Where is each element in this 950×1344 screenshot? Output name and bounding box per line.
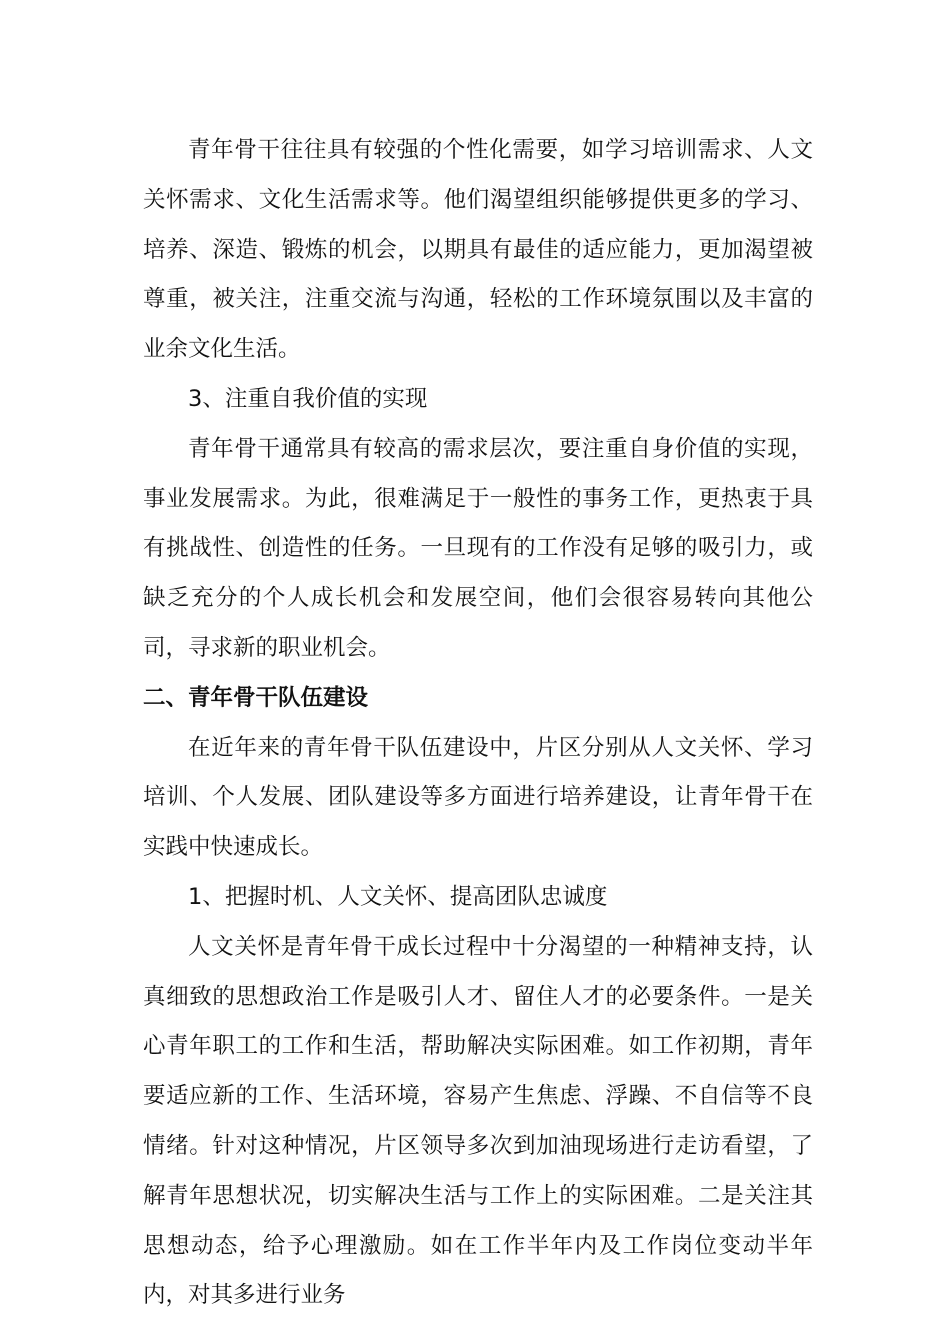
subheading-self-value: 3、注重自我价值的实现 bbox=[188, 385, 428, 412]
paragraph-demand-level: 青年骨干通常具有较高的需求层次，要注重自身价值的实现，事业发展需求。为此，很难满足于一般性的事务工作，更热衷于具有挑战性、创造性的任务。一旦现有的工作没有足够的吸引力，或缺乏充分的个人成长机会和发展空间，他们会很容易转向其他公司，寻求新的职业机会。 bbox=[143, 435, 813, 661]
section-heading-team-building: 二、青年骨干队伍建设 bbox=[143, 684, 369, 711]
paragraph-personalized-needs: 青年骨干往往具有较强的个性化需要，如学习培训需求、人文关怀需求、文化生活需求等。他们渴望组织能够提供更多的学习、培养、深造、锻炼的机会，以期具有最佳的适应能力，更加渴望被尊重，被关注，注重交流与沟通，轻松的工作环境氛围以及丰富的业余文化生活。 bbox=[143, 137, 813, 363]
paragraph-humanistic-care: 人文关怀是青年骨干成长过程中十分渴望的一种精神支持，认真细致的思想政治工作是吸引人才、留住人才的必要条件。一是关心青年职工的工作和生活，帮助解决实际困难。如工作初期，青年要适应新的工作、生活环境，容易产生焦虑、浮躁、不自信等不良情绪。针对这种情况，片区领导多次到加油现场进行走访看望，了解青年思想状况，切实解决生活与工作上的实际困难。二是关注其思想动态，给予心理激励。如在工作半年内及工作岗位变动半年内，对其多进行业务 bbox=[143, 933, 813, 1309]
document-body bbox=[143, 126, 813, 1321]
subheading-humanistic-care: 1、把握时机、人文关怀、提高团队忠诚度 bbox=[188, 883, 608, 910]
paragraph-team-building-intro: 在近年来的青年骨干队伍建设中，片区分别从人文关怀、学习培训、个人发展、团队建设等多方面进行培养建设，让青年骨干在实践中快速成长。 bbox=[143, 734, 813, 861]
